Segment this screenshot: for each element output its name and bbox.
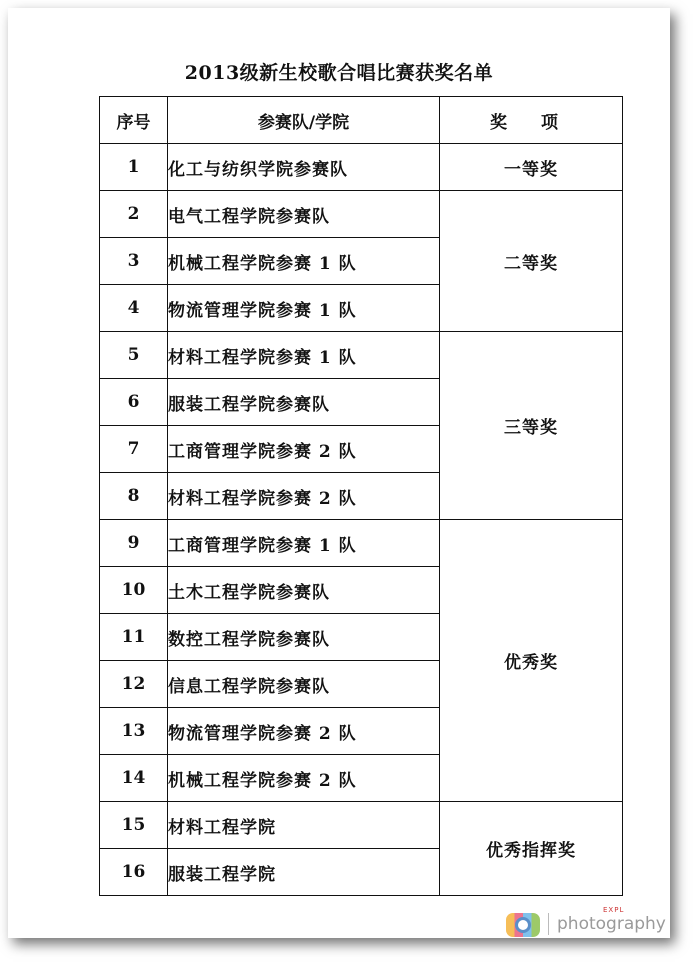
watermark: [506, 906, 666, 939]
row-team: 工商管理学院参赛 1 队: [168, 520, 440, 567]
header-number: 序号: [100, 97, 168, 144]
row-team: 化工与纺织学院参赛队: [168, 144, 440, 191]
awards-table: [99, 96, 623, 896]
row-number: 6: [100, 379, 168, 426]
table-row: [100, 191, 623, 238]
table-header-row: [100, 97, 623, 144]
row-team: 物流管理学院参赛 2 队: [168, 708, 440, 755]
row-team: 材料工程学院参赛 2 队: [168, 473, 440, 520]
row-number: 4: [100, 285, 168, 332]
row-team: 服装工程学院: [168, 849, 440, 896]
award-cell: 优秀指挥奖: [440, 802, 623, 896]
row-team: 服装工程学院参赛队: [168, 379, 440, 426]
row-team: 数控工程学院参赛队: [168, 614, 440, 661]
row-number: 9: [100, 520, 168, 567]
watermark-text-group: [557, 906, 666, 934]
row-number: 1: [100, 144, 168, 191]
award-cell: 三等奖: [440, 332, 623, 520]
award-cell: 优秀奖: [440, 520, 623, 802]
row-number: 14: [100, 755, 168, 802]
row-number: 15: [100, 802, 168, 849]
document-page: [8, 8, 670, 938]
camera-icon: [506, 909, 540, 939]
row-number: 7: [100, 426, 168, 473]
award-cell: 二等奖: [440, 191, 623, 332]
row-team: 材料工程学院参赛 1 队: [168, 332, 440, 379]
award-cell: 一等奖: [440, 144, 623, 191]
watermark-text: photography: [557, 914, 666, 934]
row-number: 12: [100, 661, 168, 708]
row-number: 13: [100, 708, 168, 755]
row-number: 8: [100, 473, 168, 520]
row-team: 信息工程学院参赛队: [168, 661, 440, 708]
row-number: 16: [100, 849, 168, 896]
row-number: 2: [100, 191, 168, 238]
header-award: 奖 项: [440, 97, 623, 144]
table-row: [100, 332, 623, 379]
row-team: 机械工程学院参赛 1 队: [168, 238, 440, 285]
row-team: 机械工程学院参赛 2 队: [168, 755, 440, 802]
row-team: 物流管理学院参赛 1 队: [168, 285, 440, 332]
header-team: 参赛队/学院: [168, 97, 440, 144]
row-number: 5: [100, 332, 168, 379]
table-row: [100, 144, 623, 191]
row-team: 材料工程学院: [168, 802, 440, 849]
table-row: [100, 802, 623, 849]
document-title: 2013级新生校歌合唱比赛获奖名单: [184, 62, 494, 84]
row-number: 11: [100, 614, 168, 661]
row-team: 土木工程学院参赛队: [168, 567, 440, 614]
row-team: 工商管理学院参赛 2 队: [168, 426, 440, 473]
table-row: [100, 520, 623, 567]
watermark-small-text: EXPL: [603, 906, 625, 914]
row-number: 10: [100, 567, 168, 614]
watermark-divider: [548, 913, 549, 935]
row-number: 3: [100, 238, 168, 285]
row-team: 电气工程学院参赛队: [168, 191, 440, 238]
